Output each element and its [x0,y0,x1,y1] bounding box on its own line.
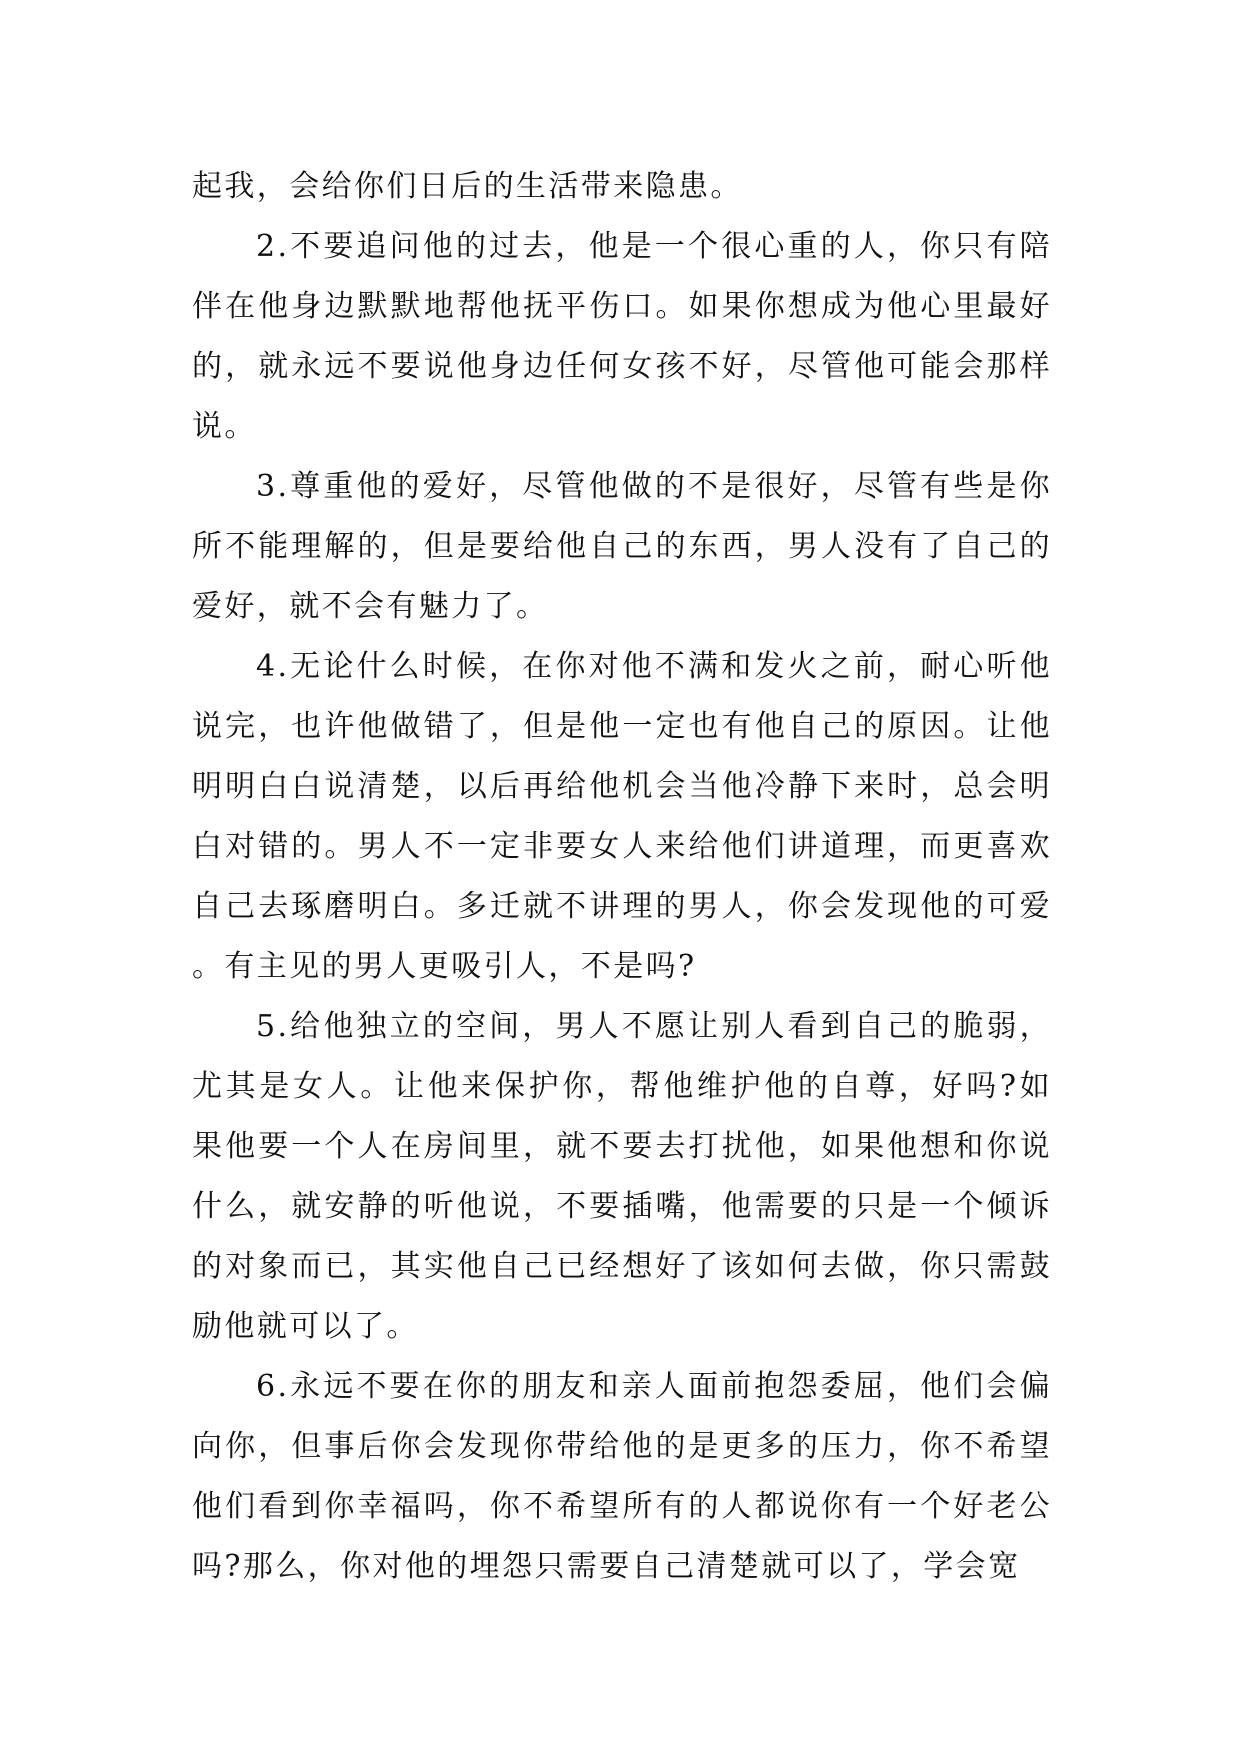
document-body [192,157,1052,1597]
paragraph-item-5: 5.给他独立的空间，男人不愿让别人看到自己的脆弱，尤其是女人。让他来保护你，帮他维护他的自尊，好吗?如果他要一个人在房间里，就不要去打扰他，如果他想和你说什么，就安静的听他说，不要插嘴，他需要的只是一个倾诉的对象而已，其实他自己已经想好了该如何去做，你只需鼓励他就可以了。 [192,1009,1052,1344]
paragraph-continuation: 起我，会给你们日后的生活带来隐患。 [192,169,743,204]
paragraph-item-2: 2.不要追问他的过去，他是一个很心重的人，你只有陪伴在他身边默默地帮他抚平伤口。如果你想成为他心里最好的，就永远不要说他身边任何女孩不好，尽管他可能会那样说。 [192,229,1052,444]
paragraph-item-4: 4.无论什么时候，在你对他不满和发火之前，耐心听他说完，也许他做错了，但是他一定也有他自己的原因。让他明明白白说清楚，以后再给他机会当他冷静下来时，总会明白对错的。男人不一定非要女人来给他们讲道理，而更喜欢自己去琢磨明白。多迁就不讲理的男人，你会发现他的可爱。有主见的男人更吸引人，不是吗? [192,649,1052,984]
paragraph-item-3: 3.尊重他的爱好，尽管他做的不是很好，尽管有些是你所不能理解的，但是要给他自己的东西，男人没有了自己的爱好，就不会有魅力了。 [192,469,1052,624]
paragraph-item-6: 6.永远不要在你的朋友和亲人面前抱怨委屈，他们会偏向你，但事后你会发现你带给他的是更多的压力，你不希望他们看到你幸福吗，你不希望所有的人都说你有一个好老公吗?那么，你对他的埋怨只需要自己清楚就可以了，学会宽 [192,1369,1052,1584]
